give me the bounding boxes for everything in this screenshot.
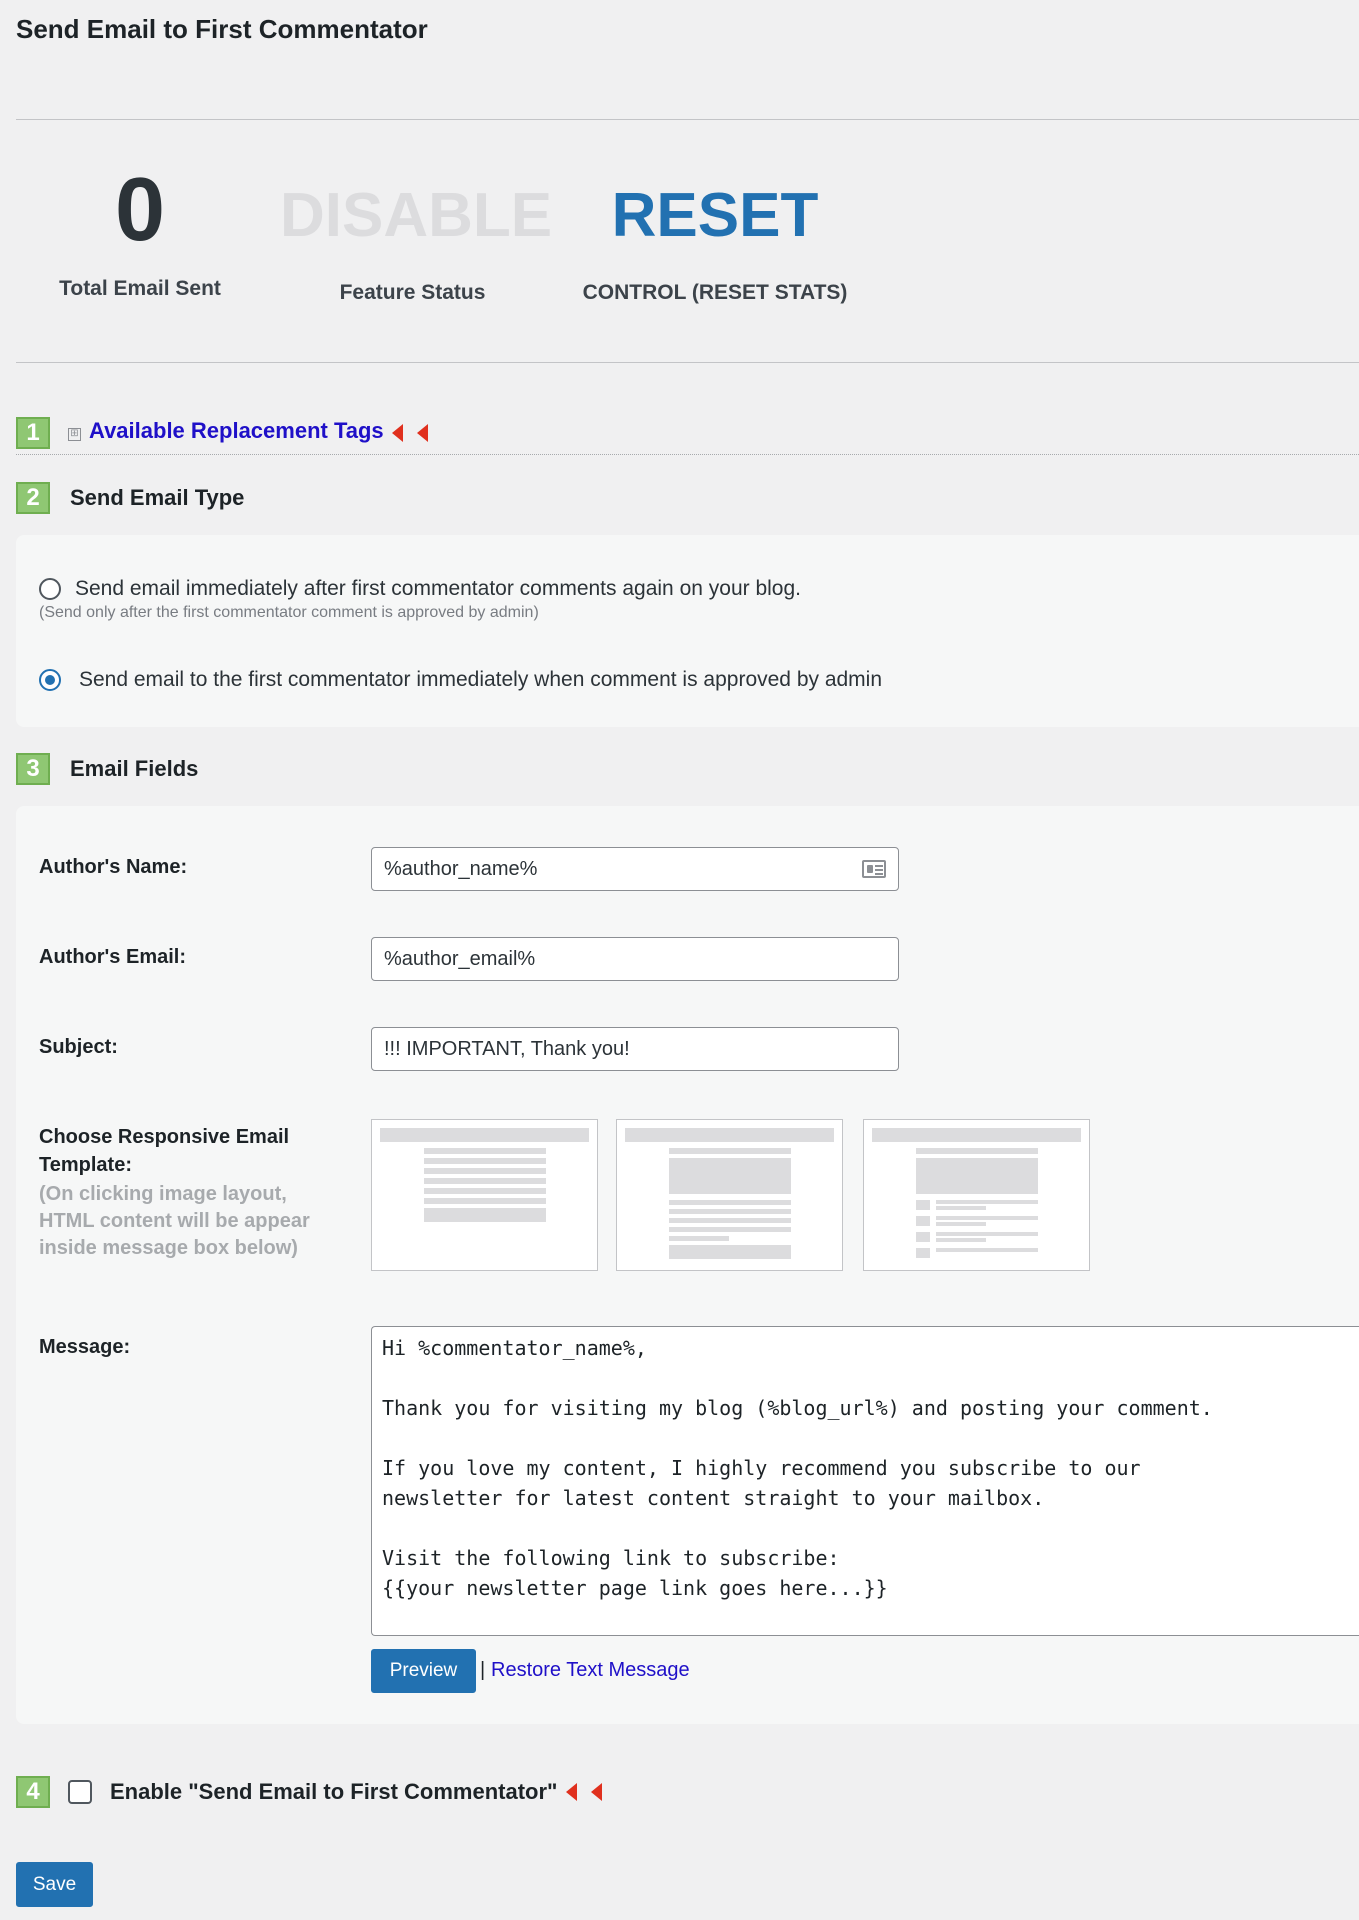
radio-label: Send email immediately after first commentator comments again on your blog. [75, 577, 801, 600]
red-left-arrow-icon [566, 1783, 577, 1801]
enable-checkbox[interactable] [68, 1780, 92, 1804]
stats-area [0, 160, 900, 315]
restore-text-message-link[interactable]: Restore Text Message [491, 1659, 690, 1681]
email-template-2[interactable] [616, 1119, 843, 1271]
email-template-1[interactable] [371, 1119, 598, 1271]
attention-arrows [566, 1783, 616, 1801]
section-title: Send Email Type [70, 485, 245, 510]
message-label: Message: [39, 1336, 131, 1358]
feature-status-label: Feature Status [339, 281, 486, 304]
replacement-tags-toggle[interactable]: Available Replacement Tags [89, 418, 384, 443]
radio-option-on-approval[interactable] [39, 668, 882, 692]
step-number: 2 [16, 482, 50, 514]
feature-status-value: DISABLE [280, 181, 553, 250]
subject-input[interactable] [371, 1027, 899, 1071]
section-email-fields [16, 752, 198, 786]
control-label: CONTROL (RESET STATS) [582, 281, 848, 304]
reset-stats-button[interactable]: RESET [611, 181, 819, 250]
total-email-sent-value: 0 [114, 160, 166, 260]
step-number: 4 [16, 1776, 50, 1808]
divider [16, 362, 1359, 363]
contact-card-icon[interactable] [862, 860, 886, 878]
red-left-arrow-icon [417, 424, 428, 442]
divider [16, 119, 1359, 120]
message-textarea[interactable] [371, 1326, 1359, 1636]
attention-arrows [392, 424, 442, 442]
stat-total-email-sent [40, 160, 240, 301]
step-number: 3 [16, 753, 50, 785]
section-send-email-type [16, 481, 244, 515]
author-name-input[interactable] [371, 847, 899, 891]
preview-button[interactable]: Preview [371, 1649, 476, 1693]
radio-button-selected[interactable] [39, 669, 61, 691]
email-template-3[interactable] [863, 1119, 1090, 1271]
red-left-arrow-icon [591, 1783, 602, 1801]
template-note: HTML content will be appear [39, 1210, 310, 1232]
email-fields-panel [16, 806, 1359, 1724]
page-title: Send Email to First Commentator [16, 14, 428, 44]
template-label: Choose Responsive Email [39, 1126, 290, 1148]
red-left-arrow-icon [392, 424, 403, 442]
radio-label: Send email to the first commentator immediately when comment is approved by admin [79, 668, 883, 691]
separator: | [480, 1659, 486, 1681]
section-enable [16, 1775, 616, 1809]
total-email-sent-label: Total Email Sent [59, 277, 221, 300]
send-type-panel [16, 535, 1359, 727]
expand-plus-icon[interactable]: ⊞ [68, 428, 81, 441]
template-note: inside message box below) [39, 1237, 298, 1259]
stat-control [570, 181, 860, 305]
radio-note: (Send only after the first commentator comment is approved by admin) [39, 604, 539, 621]
author-name-label: Author's Name: [39, 856, 188, 878]
section-replacement-tags [16, 416, 1359, 455]
section-title: Email Fields [70, 756, 199, 781]
step-number: 1 [16, 417, 50, 449]
enable-label[interactable]: Enable "Send Email to First Commentator" [110, 1779, 558, 1804]
radio-option-comments-again[interactable] [39, 577, 801, 601]
subject-label: Subject: [39, 1036, 118, 1058]
template-note: (On clicking image layout, [39, 1183, 287, 1205]
radio-button[interactable] [39, 578, 61, 600]
author-email-input[interactable] [371, 937, 899, 981]
author-email-label: Author's Email: [39, 946, 186, 968]
stat-feature-status [280, 181, 553, 305]
save-button[interactable]: Save [16, 1862, 93, 1907]
template-label: Template: [39, 1154, 132, 1176]
